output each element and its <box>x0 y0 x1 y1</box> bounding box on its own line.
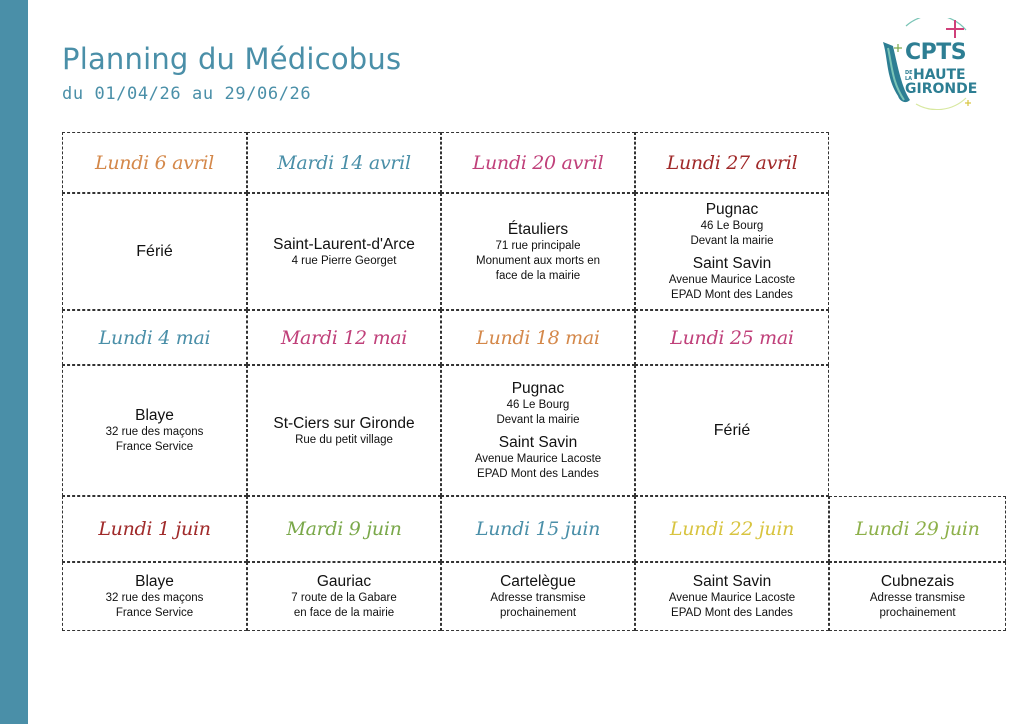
location-entry <box>273 235 415 269</box>
day-header: Mardi 9 juin <box>247 496 441 562</box>
day-header: Lundi 27 avril <box>635 132 829 193</box>
location-name: Saint-Laurent-d'Arce <box>273 235 415 253</box>
location-address-line: 32 rue des maçons <box>105 426 204 438</box>
location-entry <box>690 200 773 249</box>
location-entry <box>669 572 795 621</box>
day-location-cell <box>635 365 829 496</box>
day-header: Lundi 20 avril <box>441 132 635 193</box>
day-location-cell <box>247 562 441 631</box>
day-location-cell <box>441 365 635 496</box>
location-entry <box>475 433 601 482</box>
location-name: Saint Savin <box>692 573 772 590</box>
location-address-line: Devant la mairie <box>690 235 774 247</box>
day-location-cell <box>247 193 441 310</box>
location-entry <box>273 414 414 448</box>
location-address-line: EPAD Mont des Landes <box>671 289 793 301</box>
day-header: Lundi 1 juin <box>62 496 247 562</box>
location-address-line: 71 rue principale <box>495 239 581 252</box>
location-name: Pugnac <box>511 380 565 397</box>
day-location-cell <box>635 562 829 631</box>
day-location-cell <box>635 193 829 310</box>
location-address-line: 46 Le Bourg <box>506 399 570 411</box>
location-address-line: Adresse transmise <box>869 592 966 604</box>
logo-text-haute: HAUTE <box>913 67 966 83</box>
location-address-line: 4 rue Pierre Georget <box>291 254 397 267</box>
location-address-line: EPAD Mont des Landes <box>477 468 599 480</box>
location-name: St-Ciers sur Gironde <box>273 414 415 432</box>
day-location-cell <box>62 562 247 631</box>
day-location-cell <box>62 193 247 310</box>
location-address-line: en face de la mairie <box>293 607 395 619</box>
location-address-line: Devant la mairie <box>496 414 580 426</box>
location-address-line: 32 rue des maçons <box>105 592 204 604</box>
logo-text-de-la: DE LA <box>905 70 913 82</box>
day-header: Lundi 15 juin <box>441 496 635 562</box>
location-name: Cartelègue <box>500 573 576 590</box>
location-name: Blaye <box>135 573 174 590</box>
location-entry <box>106 572 204 621</box>
page-subtitle: du 01/04/26 au 29/06/26 <box>62 84 312 104</box>
location-address-line: Avenue Maurice Lacoste <box>668 592 796 604</box>
location-name: Étauliers <box>507 220 569 238</box>
location-entry <box>106 406 204 455</box>
location-entry <box>496 379 579 428</box>
holiday-label: Férié <box>136 242 173 260</box>
location-name: Saint Savin <box>498 434 578 451</box>
day-location-cell <box>441 562 635 631</box>
location-address-line: 46 Le Bourg <box>700 220 764 232</box>
day-location-cell <box>62 365 247 496</box>
location-address-line: prochainement <box>499 607 577 619</box>
location-address-line: prochainement <box>879 607 956 619</box>
location-name: Pugnac <box>705 201 759 218</box>
day-header: Lundi 6 avril <box>62 132 247 193</box>
cpts-logo <box>876 18 986 110</box>
side-accent-bar <box>0 0 28 724</box>
day-header: Lundi 4 mai <box>62 310 247 365</box>
day-header: Mardi 14 avril <box>247 132 441 193</box>
day-header: Lundi 18 mai <box>441 310 635 365</box>
day-header: Mardi 12 mai <box>247 310 441 365</box>
logo-text-cpts: CPTS <box>905 40 967 65</box>
day-header: Lundi 25 mai <box>635 310 829 365</box>
location-address-line: Adresse transmise <box>490 592 586 604</box>
location-entry <box>870 572 965 621</box>
holiday-label: Férié <box>713 421 751 439</box>
location-name: Cubnezais <box>880 573 955 590</box>
location-entry <box>291 572 397 621</box>
logo-text-gironde: GIRONDE <box>905 81 978 97</box>
location-address-line: EPAD Mont des Landes <box>671 607 793 619</box>
location-entry <box>490 572 585 621</box>
day-location-cell <box>247 365 441 496</box>
location-address-line: France Service <box>115 441 194 453</box>
location-name: Saint Savin <box>692 255 772 272</box>
day-header: Lundi 22 juin <box>635 496 829 562</box>
page-title: Planning du Médicobus <box>62 42 402 76</box>
location-address-line: Monument aux morts en <box>475 254 600 267</box>
location-address-line: Avenue Maurice Lacoste <box>474 453 602 465</box>
location-entry <box>476 220 600 284</box>
day-location-cell <box>829 562 1006 631</box>
location-name: Gauriac <box>316 573 372 590</box>
location-name: Blaye <box>135 407 174 424</box>
location-address-line: 7 route de la Gabare <box>291 592 397 604</box>
location-address-line: France Service <box>115 607 194 619</box>
location-entry <box>669 254 795 303</box>
location-address-line: Avenue Maurice Lacoste <box>668 274 796 286</box>
location-address-line: Rue du petit village <box>295 433 393 446</box>
day-location-cell <box>441 193 635 310</box>
location-address-line: face de la mairie <box>495 269 581 282</box>
day-header: Lundi 29 juin <box>829 496 1006 562</box>
